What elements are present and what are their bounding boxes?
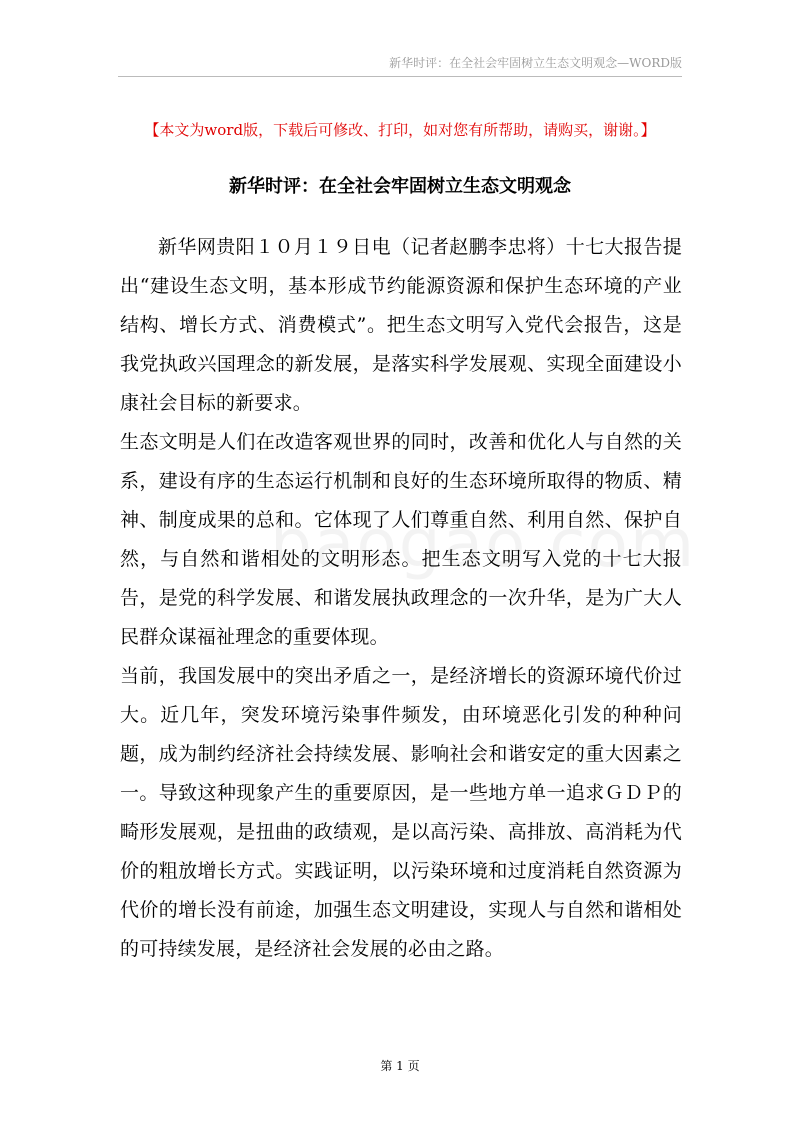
download-notice: 【本文为word版，下载后可修改、打印，如对您有所帮助，请购买，谢谢。】 (144, 121, 656, 139)
paragraph-2: 生态文明是人们在改造客观世界的同时，改善和优化人与自然的关系，建设有序的生态运行机制和良好的生态环境所取得的物质、精神、制度成果的总和。它体现了人们尊重自然、利用自然、保护自然，与自然和谐相处的文明形态。把生态文明写入党的十七大报告，是党的科学发展、和谐发展执政理念的一次升华，是为广大人民群众谋福祉理念的重要体现。 (120, 431, 682, 648)
header-divider (118, 76, 682, 77)
page-number: 第 1 页 (380, 1059, 420, 1073)
document-body (120, 228, 682, 969)
paragraph-3: 当前，我国发展中的突出矛盾之一，是经济增长的资源环境代价过大。近几年，突发环境污染事件频发，由环境恶化引发的种种问题，成为制约经济社会持续发展、影响社会和谐安定的重大因素之一。导致这种现象产生的重要原因，是一些地方单一追求ＧＤＰ的畸形发展观，是扭曲的政绩观，是以高污染、高排放、高消耗为代价的粗放增长方式。实践证明，以污染环境和过度消耗自然资源为代价的增长没有前途，加强生态文明建设，实现人与自然和谐相处的可持续发展，是经济社会发展的必由之路。 (120, 665, 682, 960)
running-header: 新华时评：在全社会牢固树立生态文明观念—WORD版 (389, 56, 682, 70)
paragraph-1: 新华网贵阳１０月１９日电（记者赵鹏李忠将）十七大报告提出“建设生态文明，基本形成节约能源资源和保护生态环境的产业结构、增长方式、消费模式”。把生态文明写入党代会报告，这是我党执政兴国理念的新发展，是落实科学发展观、实现全面建设小康社会目标的新要求。 (120, 236, 682, 414)
document-title: 新华时评：在全社会牢固树立生态文明观念 (229, 176, 571, 197)
